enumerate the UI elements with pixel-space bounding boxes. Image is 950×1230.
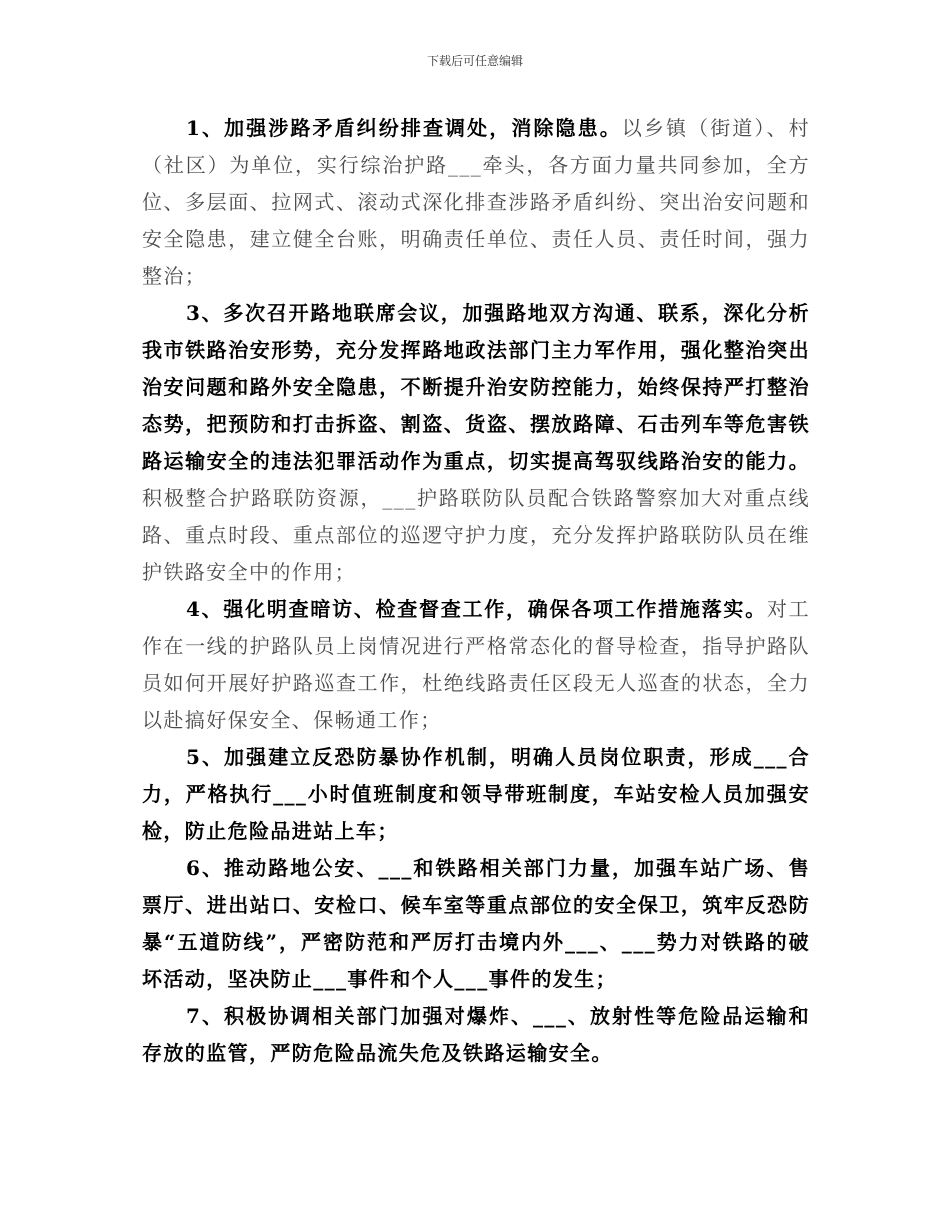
page-header: 下载后可任意编辑 [426, 54, 523, 68]
document-body [142, 110, 810, 1072]
paragraph-1-lead: 1、加强涉路矛盾纠纷排查调处，消除隐患。 [186, 116, 622, 140]
paragraph-3-text: 积极整合护路联防资源，___护路联防队员配合铁路警察加大对重点线路、重点时段、重点部位的巡逻守护力度，充分发挥护路联防队员在维护铁路安全中的作用； [142, 486, 810, 584]
paragraph-4-lead: 4、强化明查暗访、检查督查工作，确保各项工作措施落实。 [186, 597, 767, 621]
paragraph-6 [142, 850, 810, 998]
paragraph-3-lead: 3、多次召开路地联席会议，加强路地双方沟通、联系，深化分析我市铁路治安形势，充分发挥路地政法部门主力军作用，强化整治突出治安问题和路外安全隐患，不断提升治安防控能力，始终保持严打整治态势，把预防和打击拆盗、割盗、货盗、摆放路障、石击列车等危害铁路运输安全的违法犯罪活动作为重点，切实提高驾驭线路治安的能力。 [142, 301, 810, 473]
paragraph-5 [142, 739, 810, 850]
paragraph-5-lead: 5、加强建立反恐防暴协作机制，明确人员岗位职责，形成___合力，严格执行___小时值班制度和领导带班制度，车站安检人员加强安检，防止危险品进站上车； [142, 745, 810, 843]
paragraph-7 [142, 998, 810, 1072]
paragraph-4-text: 对工作在一线的护路队员上岗情况进行严格常态化的督导检查，指导护路队员如何开展好护路巡查工作，杜绝线路责任区段无人巡查的状态，全力以赴搞好保安全、保畅通工作； [142, 597, 810, 732]
paragraph-1-text: 以乡镇（街道）、村（社区）为单位，实行综治护路___牵头，各方面力量共同参加，全方位、多层面、拉网式、滚动式深化排查涉路矛盾纠纷、突出治安问题和安全隐患，建立健全台账，明确责任单位、责任人员、责任时间，强力整治； [142, 116, 810, 288]
paragraph-1 [142, 110, 810, 295]
paragraph-6-lead: 6、推动路地公安、___和铁路相关部门力量，加强车站广场、售票厅、进出站口、安检口、候车室等重点部位的安全保卫，筑牢反恐防暴“五道防线”，严密防范和严厉打击境内外___、___势力对铁路的破坏活动，坚决防止___事件和个人___事件的发生； [142, 856, 810, 991]
paragraph-3 [142, 295, 810, 591]
paragraph-7-lead: 7、积极协调相关部门加强对爆炸、___、放射性等危险品运输和存放的监管，严防危险品流失危及铁路运输安全。 [142, 1004, 810, 1065]
paragraph-4 [142, 591, 810, 739]
